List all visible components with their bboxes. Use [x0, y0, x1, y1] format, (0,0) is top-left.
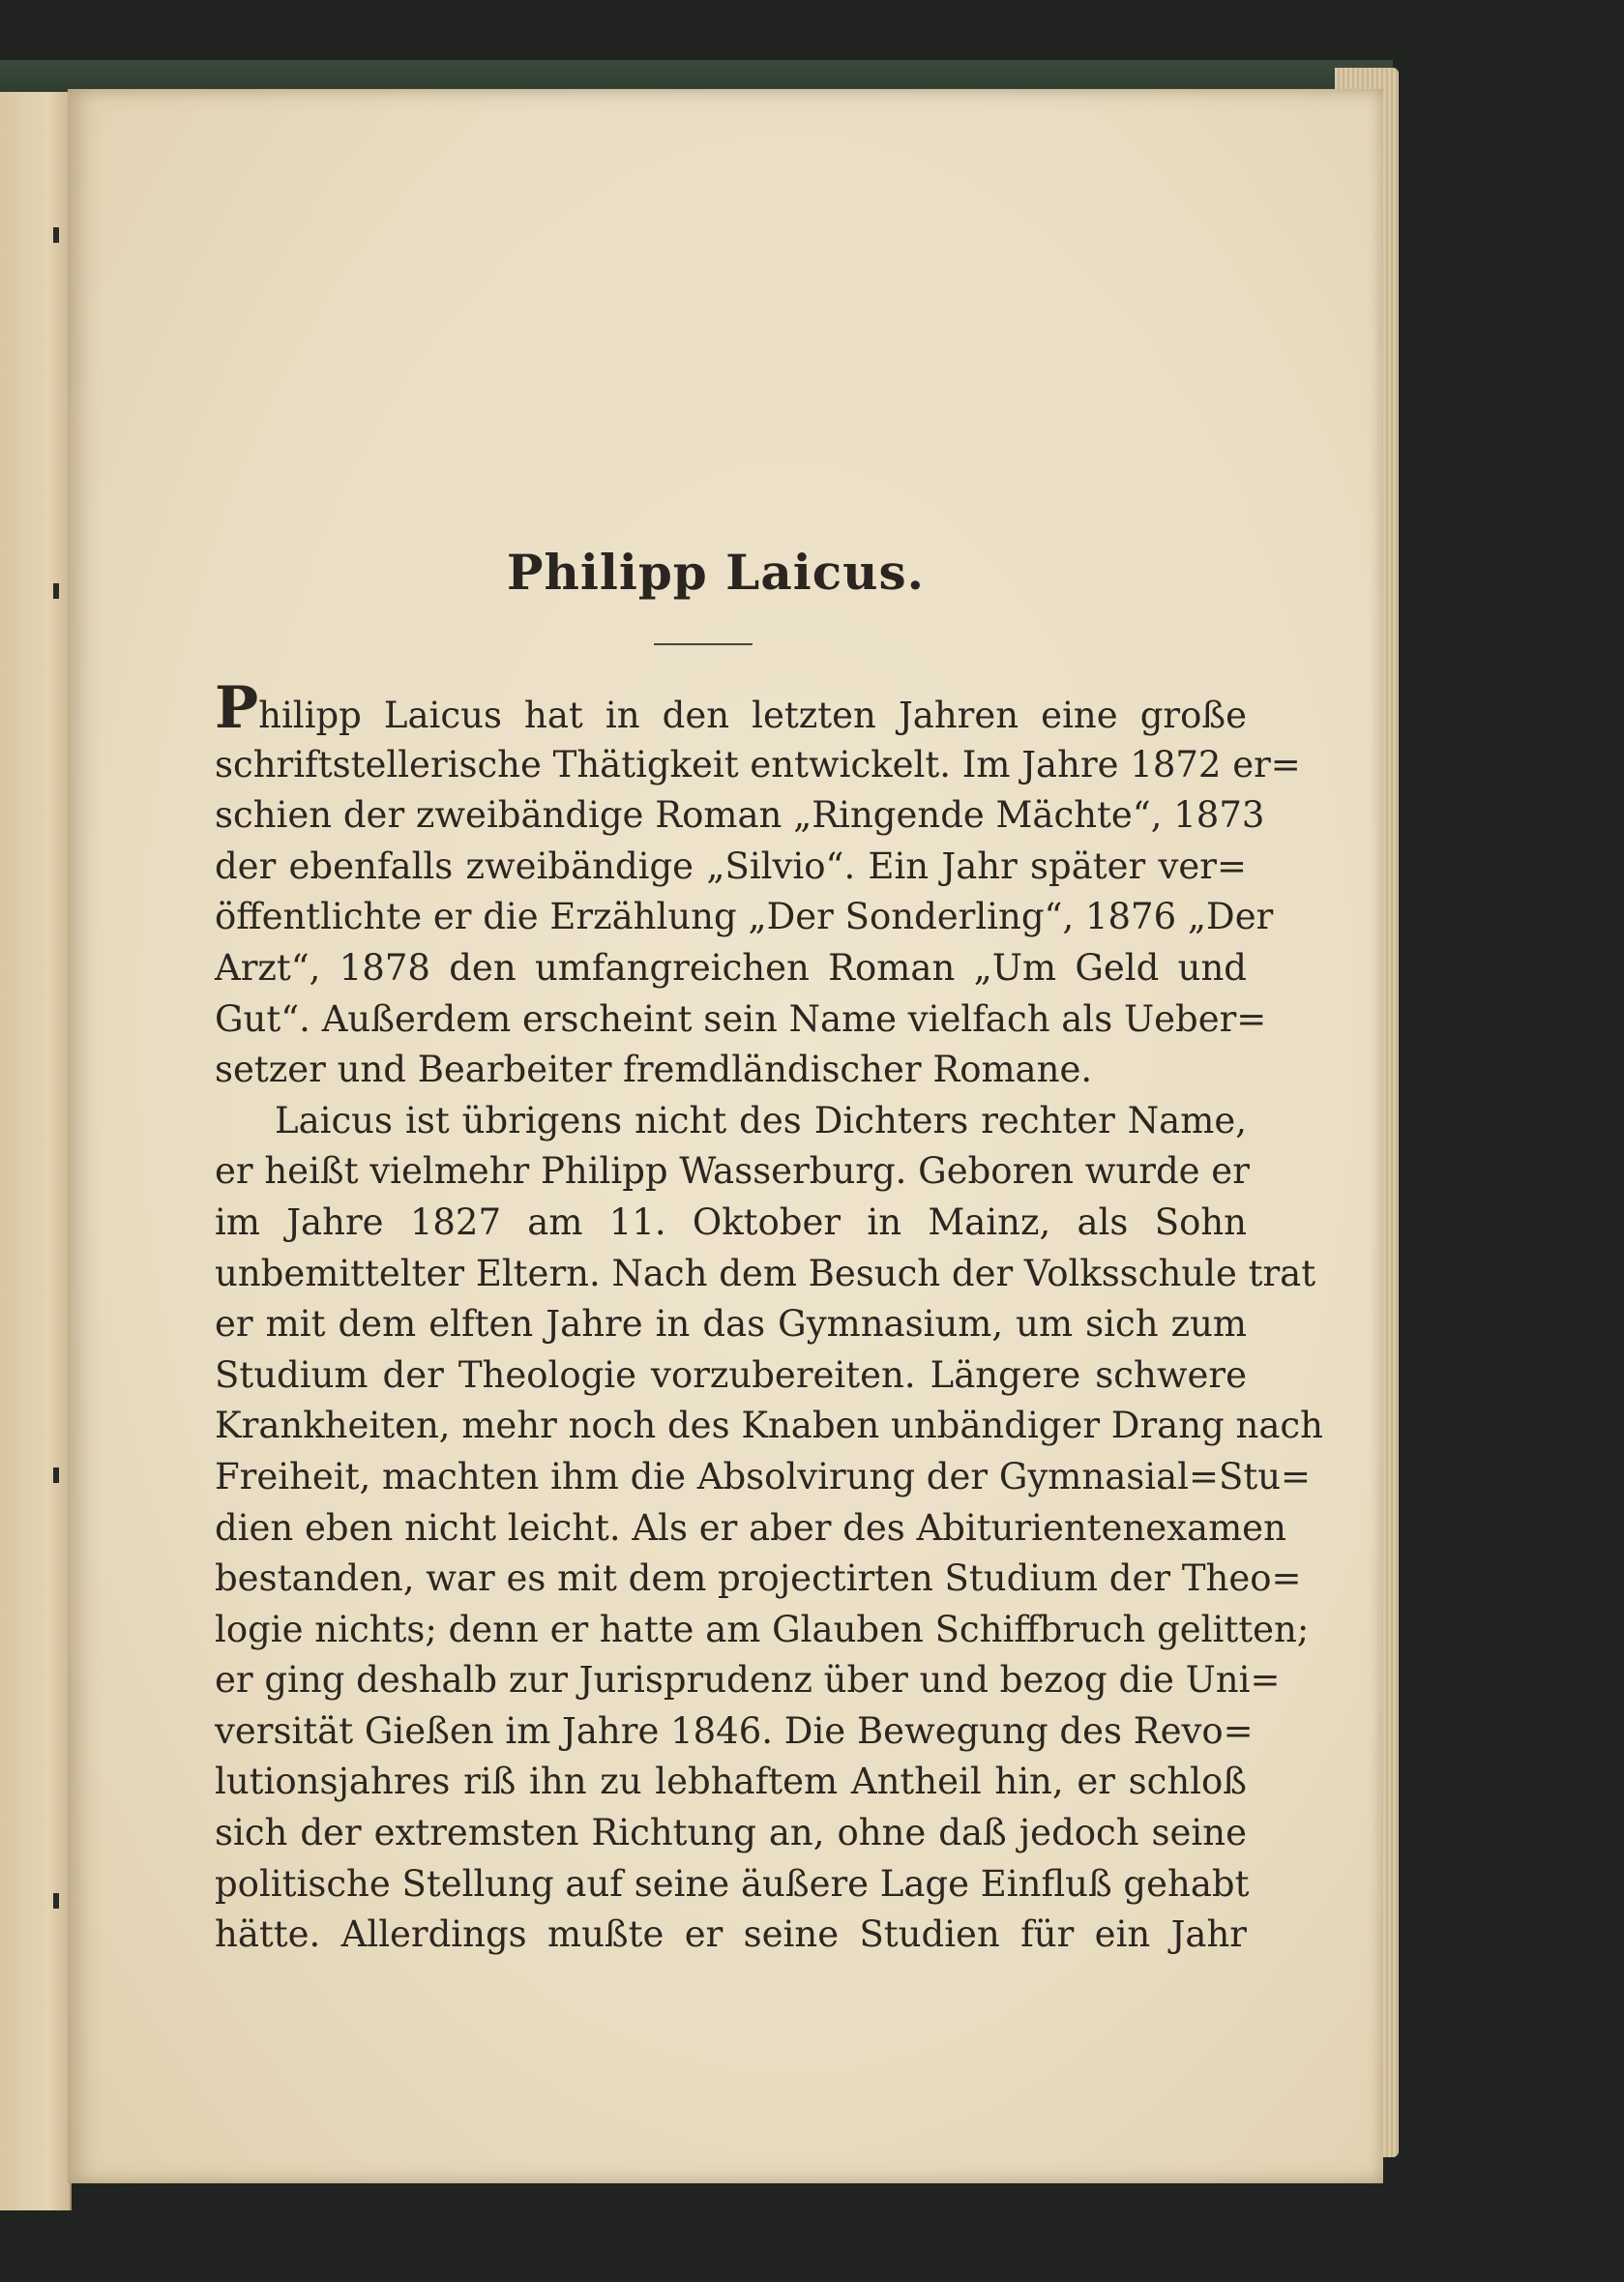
text-line: sich der extremsten Richtung an, ohne daß jedoch seine	[215, 1812, 1247, 1854]
previous-page-edge	[0, 92, 72, 2210]
text-line: unbemittelter Eltern. Nach dem Besuch der Volksschule trat	[215, 1252, 1316, 1294]
text-line-content: hilipp Laicus hat in den letzten Jahren eine große	[258, 695, 1247, 736]
book-page	[68, 89, 1383, 2183]
text-line: er heißt vielmehr Philipp Wasserburg. Geboren wurde er	[215, 1150, 1250, 1193]
text-line: versität Gießen im Jahre 1846. Die Bewegung des Revo=	[215, 1709, 1254, 1752]
text-line: lutionsjahres riß ihn zu lebhaftem Antheil hin, er schloß	[215, 1761, 1247, 1803]
drop-cap: P	[215, 674, 259, 742]
text-line: Freiheit, machten ihm die Absolvirung der Gymnasial=Stu=	[215, 1455, 1312, 1497]
text-line: schriftstellerische Thätigkeit entwickelt. Im Jahre 1872 er=	[215, 743, 1301, 785]
text-line: der ebenfalls zweibändige „Silvio“. Ein Jahr später ver=	[215, 845, 1247, 887]
text-line: öffentlichte er die Erzählung „Der Sonderling“, 1876 „Der	[215, 896, 1274, 938]
page-heading: Philipp Laicus.	[506, 544, 926, 601]
text-line: Laicus ist übrigens nicht des Dichters rechter Name,	[275, 1099, 1247, 1141]
text-line: im Jahre 1827 am 11. Oktober in Mainz, als Sohn	[215, 1200, 1247, 1243]
text-line: setzer und Bearbeiter fremdländischer Romane.	[215, 1049, 1093, 1091]
text-line: bestanden, war es mit dem projectirten Studium der Theo=	[215, 1557, 1302, 1600]
text-line: dien eben nicht leicht. Als er aber des Abiturientenexamen	[215, 1506, 1286, 1549]
body-text	[215, 674, 1323, 1961]
text-line: politische Stellung auf seine äußere Lage Einfluß gehabt	[215, 1862, 1250, 1905]
text-line: logie nichts; denn er hatte am Glauben Schiffbruch gelitten;	[215, 1608, 1310, 1650]
text-line: Krankheiten, mehr noch des Knaben unbändiger Drang nach	[215, 1405, 1323, 1447]
text-line	[215, 674, 1247, 742]
page-edge-mark	[53, 1893, 59, 1909]
text-line: er mit dem elften Jahre in das Gymnasium, um sich zum	[215, 1303, 1247, 1346]
page-edge-mark	[53, 227, 59, 243]
text-line: er ging deshalb zur Jurisprudenz über und bezog die Uni=	[215, 1659, 1281, 1702]
text-line: Gut“. Außerdem erscheint sein Name vielfach als Ueber=	[215, 997, 1267, 1040]
heading-rule	[654, 643, 753, 645]
page-edge-mark	[53, 1467, 59, 1483]
text-line: Arzt“, 1878 den umfangreichen Roman „Um Geld und	[215, 946, 1247, 989]
text-line: Studium der Theologie vorzubereiten. Längere schwere	[215, 1353, 1247, 1396]
text-line: hätte. Allerdings mußte er seine Studien für ein Jahr	[215, 1913, 1247, 1956]
text-line: schien der zweibändige Roman „Ringende Mächte“, 1873	[215, 794, 1265, 837]
